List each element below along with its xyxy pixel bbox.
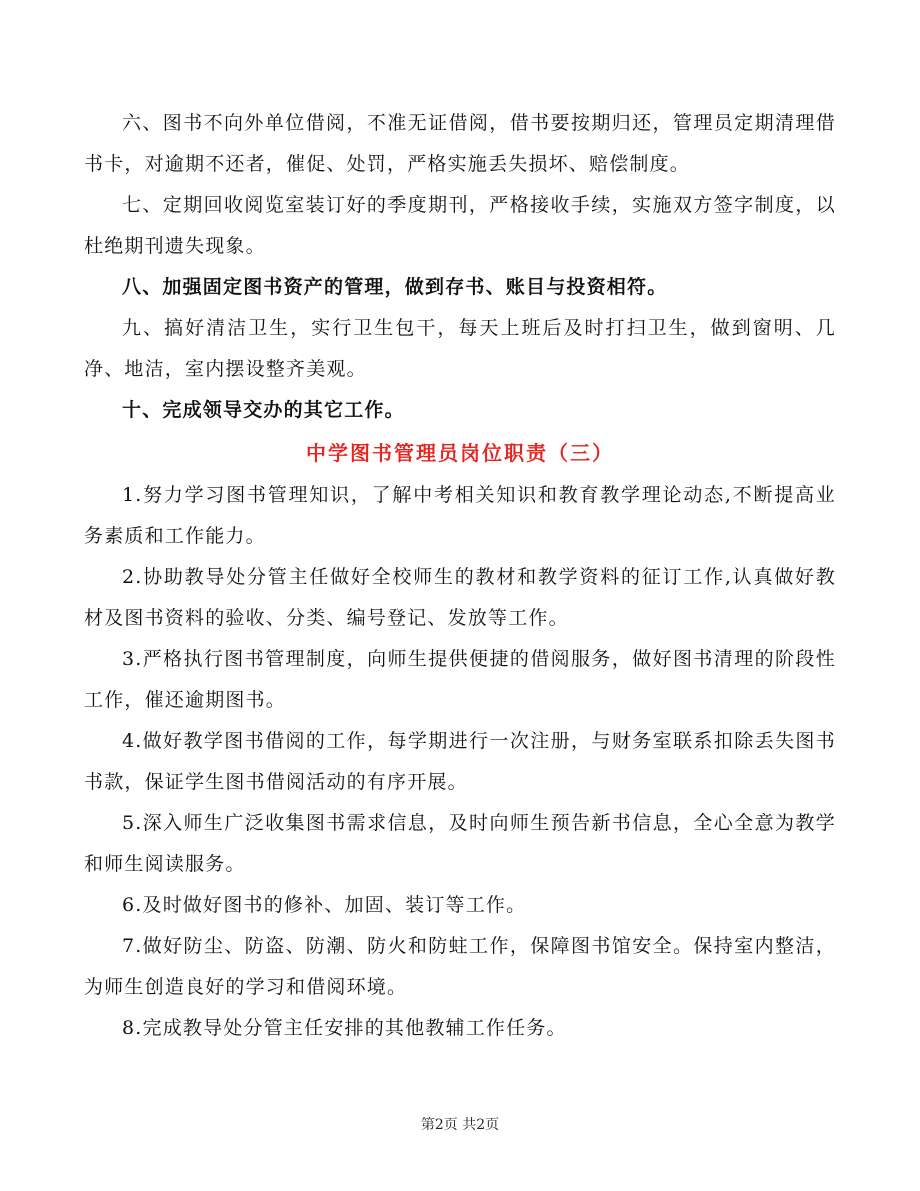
paragraph-7: 七、定期回收阅览室装订好的季度期刊，严格接收手续，实施双方签字制度，以杜绝期刊遗失现象。	[84, 194, 836, 257]
paragraph-6: 六、图书不向外单位借阅，不准无证借阅，借书要按期归还，管理员定期清理借书卡，对逾期不还者，催促、处罚，严格实施丢失损坏、赔偿制度。	[84, 112, 836, 175]
paragraph-9: 九、搞好清洁卫生，实行卫生包干，每天上班后及时打扫卫生，做到窗明、几净、地洁，室内摆设整齐美观。	[84, 317, 836, 380]
duty-item-2: 2.协助教导处分管主任做好全校师生的教材和教学资料的征订工作,认真做好教材及图书资料的验收、分类、编号登记、发放等工作。	[84, 566, 836, 629]
paragraph-8: 八、加强固定图书资产的管理，做到存书、账目与投资相符。	[122, 276, 668, 298]
duty-item-8: 8.完成教导处分管主任安排的其他教辅工作任务。	[122, 1017, 567, 1039]
duty-item-5: 5.深入师生广泛收集图书需求信息，及时向师生预告新书信息，全心全意为教学和师生阅读服务。	[84, 812, 836, 875]
duty-item-1: 1.努力学习图书管理知识，了解中考相关知识和教育教学理论动态,不断提高业务素质和工作能力。	[84, 484, 836, 547]
paragraph-10: 十、完成领导交办的其它工作。	[122, 399, 405, 421]
page-footer: 第2页 共2页	[420, 1117, 500, 1133]
section-title: 中学图书管理员岗位职责（三）	[306, 441, 614, 465]
document-body	[84, 103, 836, 1049]
duty-item-3: 3.严格执行图书管理制度，向师生提供便捷的借阅服务，做好图书清理的阶段性工作，催还逾期图书。	[84, 648, 836, 711]
duty-item-6: 6.及时做好图书的修补、加固、装订等工作。	[122, 894, 527, 916]
duty-item-7: 7.做好防尘、防盗、防潮、防火和防蛀工作，保障图书馆安全。保持室内整洁，为师生创造良好的学习和借阅环境。	[84, 935, 836, 998]
duty-item-4: 4.做好教学图书借阅的工作，每学期进行一次注册，与财务室联系扣除丢失图书书款，保证学生图书借阅活动的有序开展。	[84, 730, 836, 793]
